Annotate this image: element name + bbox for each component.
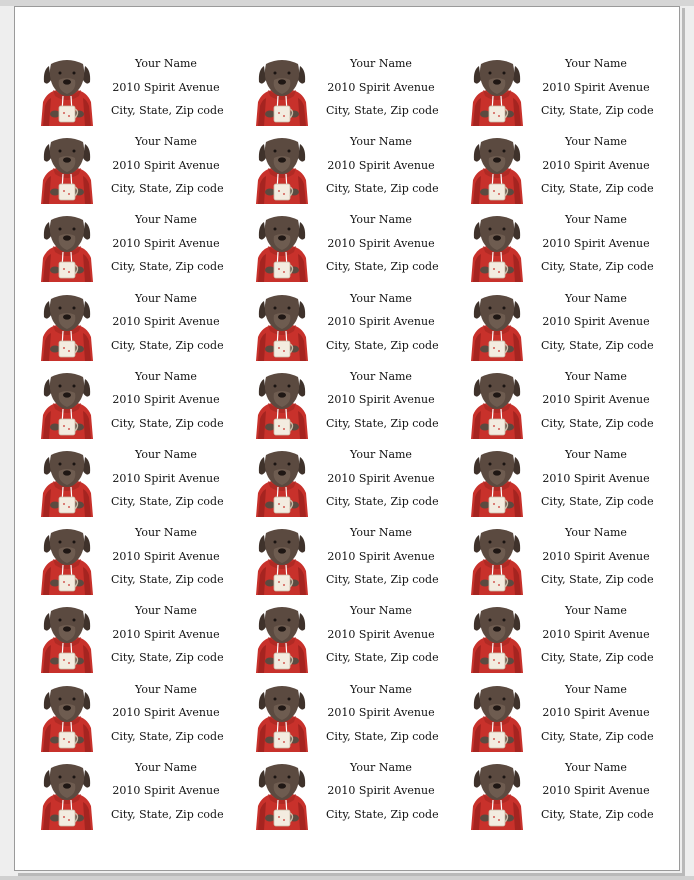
label-name: Your Name <box>565 760 627 774</box>
label-name: Your Name <box>350 57 412 70</box>
label-street: 2010 Spirit Avenue <box>542 315 650 329</box>
label-city-state-zip: City, State, Zip code <box>541 104 654 117</box>
label-city-state-zip: City, State, Zip code <box>326 495 439 508</box>
label-city-state-zip: City, State, Zip code <box>326 573 439 587</box>
dog-in-hoodie-icon <box>465 291 529 361</box>
label-city-state-zip: City, State, Zip code <box>541 495 654 508</box>
label-name: Your Name <box>350 369 412 383</box>
label-city-state-zip: City, State, Zip code <box>541 260 654 274</box>
label-street: 2010 Spirit Avenue <box>327 471 435 485</box>
dog-in-hoodie-icon <box>250 56 314 126</box>
label-name: Your Name <box>135 135 197 149</box>
address-label[interactable] <box>250 287 450 365</box>
address-lines <box>541 130 654 201</box>
label-street: 2010 Spirit Avenue <box>112 236 220 250</box>
address-lines <box>326 443 439 514</box>
label-street: 2010 Spirit Avenue <box>542 627 650 641</box>
label-city-state-zip: City, State, Zip code <box>111 416 224 430</box>
address-label[interactable] <box>465 52 665 130</box>
label-street: 2010 Spirit Avenue <box>327 80 435 94</box>
address-lines <box>111 287 224 358</box>
page-shadow-right <box>682 8 685 874</box>
label-street: 2010 Spirit Avenue <box>542 158 650 172</box>
label-name: Your Name <box>350 760 412 774</box>
address-label[interactable] <box>35 130 235 208</box>
dog-in-hoodie-icon <box>250 447 314 517</box>
label-street: 2010 Spirit Avenue <box>542 236 650 250</box>
address-label[interactable] <box>465 521 665 599</box>
label-name: Your Name <box>565 135 627 149</box>
dog-in-hoodie-icon <box>250 212 314 282</box>
label-city-state-zip: City, State, Zip code <box>326 416 439 430</box>
label-name: Your Name <box>135 291 197 305</box>
dog-in-hoodie-icon <box>35 525 99 595</box>
address-label[interactable] <box>465 287 665 365</box>
label-city-state-zip: City, State, Zip code <box>111 651 224 665</box>
address-label[interactable] <box>250 130 450 208</box>
label-name: Your Name <box>135 57 197 70</box>
label-street: 2010 Spirit Avenue <box>542 706 650 720</box>
address-label[interactable] <box>35 678 235 756</box>
dog-in-hoodie-icon <box>465 682 529 752</box>
label-name: Your Name <box>350 213 412 227</box>
label-street: 2010 Spirit Avenue <box>327 784 435 798</box>
address-label[interactable] <box>250 365 450 443</box>
label-name: Your Name <box>565 526 627 540</box>
address-lines <box>541 208 654 279</box>
address-lines <box>541 756 654 827</box>
label-street: 2010 Spirit Avenue <box>542 784 650 798</box>
label-city-state-zip: City, State, Zip code <box>541 338 654 352</box>
address-label[interactable] <box>250 521 450 599</box>
label-street: 2010 Spirit Avenue <box>112 784 220 798</box>
address-lines <box>111 756 224 827</box>
address-lines <box>326 130 439 201</box>
dog-in-hoodie-icon <box>465 56 529 126</box>
label-name: Your Name <box>350 682 412 696</box>
dog-in-hoodie-icon <box>250 525 314 595</box>
address-label[interactable] <box>35 52 235 130</box>
address-lines <box>326 678 439 749</box>
label-street: 2010 Spirit Avenue <box>542 549 650 563</box>
label-name: Your Name <box>350 291 412 305</box>
label-street: 2010 Spirit Avenue <box>112 80 220 94</box>
label-name: Your Name <box>350 526 412 540</box>
label-sheet-page <box>14 6 680 871</box>
address-lines <box>326 287 439 358</box>
dog-in-hoodie-icon <box>465 760 529 830</box>
label-name: Your Name <box>565 369 627 383</box>
label-city-state-zip: City, State, Zip code <box>541 651 654 665</box>
label-city-state-zip: City, State, Zip code <box>111 573 224 587</box>
address-lines <box>541 52 654 123</box>
label-city-state-zip: City, State, Zip code <box>326 260 439 274</box>
address-label[interactable] <box>35 208 235 286</box>
label-name: Your Name <box>135 682 197 696</box>
address-label[interactable] <box>465 678 665 756</box>
label-street: 2010 Spirit Avenue <box>112 315 220 329</box>
dog-in-hoodie-icon <box>250 134 314 204</box>
address-label[interactable] <box>465 208 665 286</box>
address-label[interactable] <box>35 521 235 599</box>
dog-in-hoodie-icon <box>465 525 529 595</box>
dog-in-hoodie-icon <box>35 56 99 126</box>
address-lines <box>111 208 224 279</box>
dog-in-hoodie-icon <box>35 291 99 361</box>
label-city-state-zip: City, State, Zip code <box>541 729 654 743</box>
label-name: Your Name <box>135 760 197 774</box>
label-city-state-zip: City, State, Zip code <box>111 338 224 352</box>
label-city-state-zip: City, State, Zip code <box>326 104 439 117</box>
address-lines <box>111 599 224 670</box>
label-city-state-zip: City, State, Zip code <box>541 182 654 196</box>
label-street: 2010 Spirit Avenue <box>327 549 435 563</box>
label-street: 2010 Spirit Avenue <box>327 236 435 250</box>
label-name: Your Name <box>565 291 627 305</box>
label-street: 2010 Spirit Avenue <box>112 393 220 407</box>
address-label[interactable] <box>35 443 235 521</box>
address-label[interactable] <box>35 756 235 834</box>
address-lines <box>111 521 224 592</box>
label-name: Your Name <box>135 526 197 540</box>
label-name: Your Name <box>565 57 627 70</box>
dog-in-hoodie-icon <box>465 447 529 517</box>
dog-in-hoodie-icon <box>35 760 99 830</box>
label-street: 2010 Spirit Avenue <box>112 158 220 172</box>
label-street: 2010 Spirit Avenue <box>112 627 220 641</box>
address-lines <box>111 678 224 749</box>
dog-in-hoodie-icon <box>35 682 99 752</box>
label-city-state-zip: City, State, Zip code <box>326 729 439 743</box>
label-name: Your Name <box>135 604 197 618</box>
address-lines <box>326 521 439 592</box>
address-lines <box>326 365 439 436</box>
address-label[interactable] <box>250 443 450 521</box>
dog-in-hoodie-icon <box>465 369 529 439</box>
label-name: Your Name <box>350 135 412 149</box>
address-lines <box>326 756 439 827</box>
address-lines <box>111 365 224 436</box>
dog-in-hoodie-icon <box>465 212 529 282</box>
label-city-state-zip: City, State, Zip code <box>326 182 439 196</box>
label-city-state-zip: City, State, Zip code <box>541 807 654 821</box>
address-label[interactable] <box>250 52 450 130</box>
label-name: Your Name <box>565 682 627 696</box>
label-city-state-zip: City, State, Zip code <box>326 807 439 821</box>
label-city-state-zip: City, State, Zip code <box>541 416 654 430</box>
label-city-state-zip: City, State, Zip code <box>541 573 654 587</box>
label-name: Your Name <box>135 213 197 227</box>
dog-in-hoodie-icon <box>35 134 99 204</box>
label-name: Your Name <box>350 604 412 618</box>
dog-in-hoodie-icon <box>35 447 99 517</box>
address-lines <box>111 130 224 201</box>
label-street: 2010 Spirit Avenue <box>542 80 650 94</box>
address-lines <box>326 208 439 279</box>
label-street: 2010 Spirit Avenue <box>327 627 435 641</box>
dog-in-hoodie-icon <box>250 603 314 673</box>
address-lines <box>541 287 654 358</box>
address-label[interactable] <box>250 678 450 756</box>
label-city-state-zip: City, State, Zip code <box>111 182 224 196</box>
label-street: 2010 Spirit Avenue <box>327 706 435 720</box>
dog-in-hoodie-icon <box>35 212 99 282</box>
address-label[interactable] <box>250 599 450 677</box>
window-bottom-bar <box>0 876 694 880</box>
label-street: 2010 Spirit Avenue <box>327 158 435 172</box>
label-name: Your Name <box>135 369 197 383</box>
label-street: 2010 Spirit Avenue <box>112 549 220 563</box>
address-lines <box>111 443 224 514</box>
dog-in-hoodie-icon <box>250 760 314 830</box>
address-lines <box>541 521 654 592</box>
address-lines <box>541 678 654 749</box>
dog-in-hoodie-icon <box>250 369 314 439</box>
dog-in-hoodie-icon <box>250 291 314 361</box>
label-street: 2010 Spirit Avenue <box>112 471 220 485</box>
label-street: 2010 Spirit Avenue <box>327 315 435 329</box>
label-city-state-zip: City, State, Zip code <box>111 260 224 274</box>
address-label[interactable] <box>465 130 665 208</box>
label-street: 2010 Spirit Avenue <box>327 393 435 407</box>
label-city-state-zip: City, State, Zip code <box>111 807 224 821</box>
address-label[interactable] <box>250 208 450 286</box>
dog-in-hoodie-icon <box>35 603 99 673</box>
label-name: Your Name <box>565 604 627 618</box>
address-label[interactable] <box>465 599 665 677</box>
label-city-state-zip: City, State, Zip code <box>326 338 439 352</box>
label-name: Your Name <box>565 213 627 227</box>
address-lines <box>326 52 439 123</box>
dog-in-hoodie-icon <box>250 682 314 752</box>
dog-in-hoodie-icon <box>35 369 99 439</box>
address-label[interactable] <box>465 443 665 521</box>
label-street: 2010 Spirit Avenue <box>542 393 650 407</box>
address-label[interactable] <box>465 365 665 443</box>
address-lines <box>326 599 439 670</box>
dog-in-hoodie-icon <box>465 603 529 673</box>
address-lines <box>111 52 224 123</box>
address-label[interactable] <box>250 756 450 834</box>
label-city-state-zip: City, State, Zip code <box>111 729 224 743</box>
address-lines <box>541 443 654 514</box>
address-lines <box>541 365 654 436</box>
label-city-state-zip: City, State, Zip code <box>111 495 224 508</box>
address-label[interactable] <box>35 287 235 365</box>
label-city-state-zip: City, State, Zip code <box>326 651 439 665</box>
address-label[interactable] <box>465 756 665 834</box>
label-name: Your Name <box>565 448 627 461</box>
address-label[interactable] <box>35 365 235 443</box>
address-lines <box>541 599 654 670</box>
label-city-state-zip: City, State, Zip code <box>111 104 224 117</box>
dog-in-hoodie-icon <box>465 134 529 204</box>
label-name: Your Name <box>350 448 412 461</box>
label-street: 2010 Spirit Avenue <box>542 471 650 485</box>
label-name: Your Name <box>135 448 197 461</box>
address-label[interactable] <box>35 599 235 677</box>
label-street: 2010 Spirit Avenue <box>112 706 220 720</box>
